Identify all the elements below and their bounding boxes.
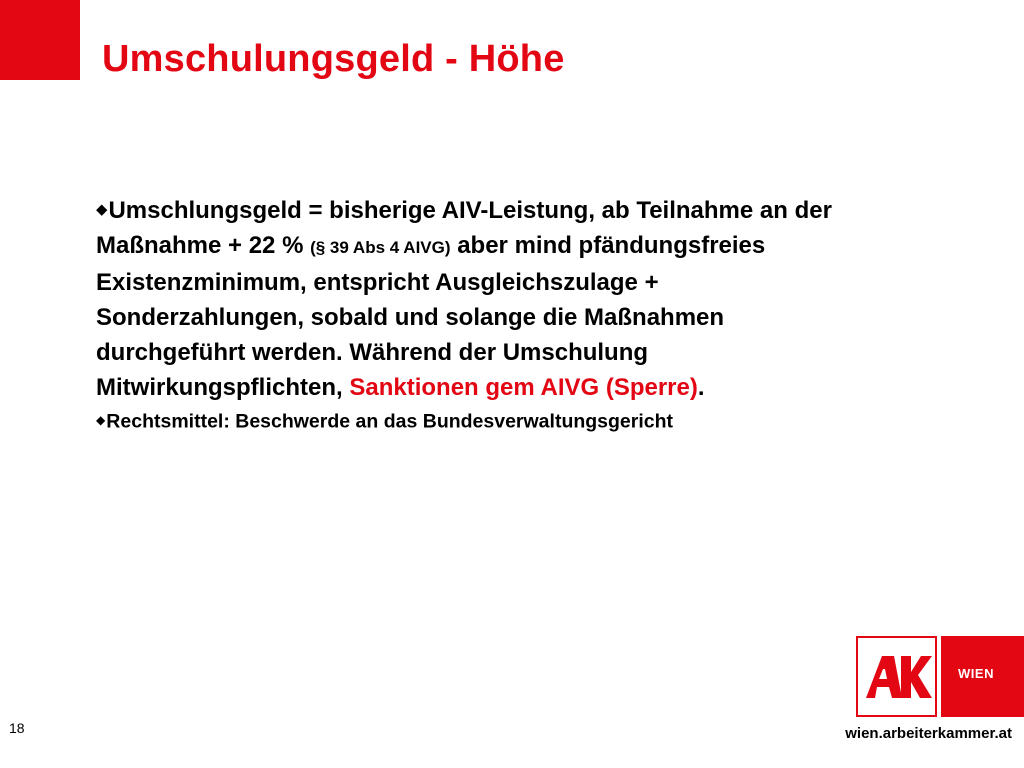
ak-wien-logo (856, 636, 1024, 717)
bullet-item-2 (96, 407, 856, 434)
diamond-bullet-icon: ◆ (96, 413, 106, 428)
bullet-2-text: Rechtsmittel: Beschwerde an das Bundesverwaltungsgericht (106, 410, 674, 433)
wien-logo-block (941, 636, 1024, 717)
bullet-1-text-c: . (697, 374, 705, 402)
corner-accent-block (0, 0, 80, 80)
bullet-1-text-b: aber mind pfändungsfreies Existenzminimum, entspricht Ausgleichszulage + Sonderzahlungen, sobald und solange die Maßnahmen durchgeführt werden. Während der Umschulung Mitwirkungspflichten, (96, 232, 766, 402)
page-number: 18 (9, 720, 25, 736)
slide-title: Umschulungsgeld - Höhe (102, 38, 565, 80)
logo-city-label: WIEN (958, 666, 994, 681)
bullet-1-text-a: Umschlungsgeld = bisherige AIV-Leistung, ab Teilnahme an der Maßnahme + 22 % (96, 197, 832, 260)
legal-reference: (§ 39 Abs 4 AIVG) (310, 238, 451, 258)
bullet-item-1 (96, 193, 856, 405)
footer-url: wien.arbeiterkammer.at (845, 725, 1012, 742)
slide-content (96, 193, 856, 435)
sanctions-highlight: Sanktionen gem AIVG (Sperre) (349, 374, 698, 402)
diamond-bullet-icon: ◆ (96, 202, 108, 218)
ak-logo-mark (856, 636, 937, 717)
ak-logo-icon (858, 638, 935, 715)
